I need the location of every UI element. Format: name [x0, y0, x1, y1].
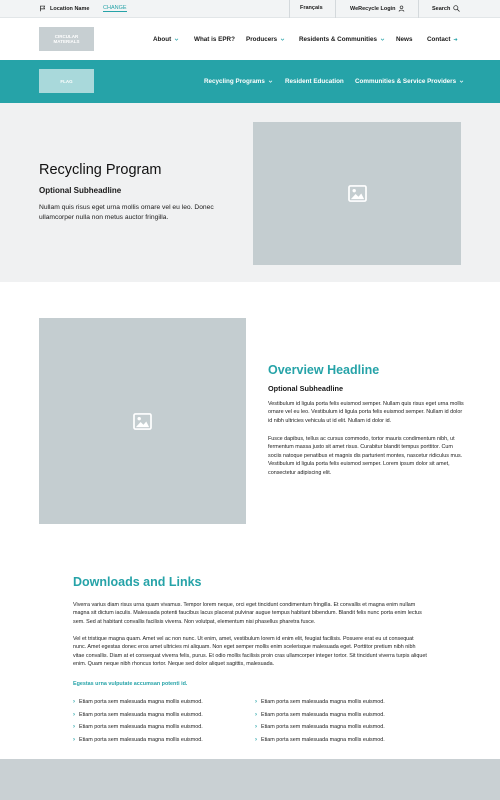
nav-item-residents-communities[interactable] [299, 36, 385, 43]
link-label: Etiam porta sem malesuada magna mollis euismod. [79, 712, 203, 718]
subnav-label: Communities & Service Providers [355, 78, 457, 85]
divider [335, 0, 336, 18]
nav-label: News [396, 36, 413, 43]
nav-label: About [153, 36, 172, 43]
nav-item-contact[interactable] [427, 36, 458, 43]
chevron-right-icon: › [255, 724, 257, 730]
download-link[interactable] [73, 699, 203, 705]
nav-item-what-is-epr[interactable] [194, 36, 235, 43]
image-icon [133, 413, 152, 430]
chevron-right-icon: › [255, 737, 257, 743]
subnav-item-communities-service-providers[interactable] [355, 78, 464, 85]
chevron-down-icon [380, 37, 385, 42]
search-icon [453, 5, 460, 12]
link-label: Etiam porta sem malesuada magna mollis euismod. [79, 724, 203, 730]
utility-bar [0, 0, 500, 18]
downloads-paragraph: Viverra varius diam risus urna quam vivamus. Tempor lorem neque, orci eget tincidunt condimentum fringilla. Et convallis et magna enim nullam magna sit dictum iaculis. Malesuada potenti faucibus lacus placerat pulvinar augue tempus habitant bibendum. Blandit felis nunc porta enim lectus sem. Sed at habitant convallis facilisis viverra. Non volutpat, elementum nisi phasellus pharetra fusce. [73, 602, 422, 625]
main-navigation [0, 18, 500, 60]
downloads-paragraph: Vel et tristique magna quam. Amet vel ac non nunc. Ut enim, amet, vestibulum lorem id enim elit, feugiat facilisis. Posuere erat eu ut consequat nunc. Amet egestas donec eros amet ultricies mi aliquam. Non eget semper mollis enim scelerisque malesuada eget. Porttitor pretium nibh nibh vitae convallis. Diam at et consequat viverra felis, purus. Et odio mollis facilisis proin cras ullamcorper integer tortor. Sit tincidunt viverra turpis aliquet enim. Quam neque nibh rhoncus tortor. Neque sed dolor aliquet sagittis, malesuada. [73, 636, 427, 668]
chevron-down-icon [280, 37, 285, 42]
overview-paragraph: Vestibulum id ligula porta felis euismod semper. Nullam quis risus eget urna mollis ornare vel eu leo. Vestibulum id ligula porta felis euismod semper. Nullam id dolor id nibh ultricies vehicula ut id elit. Nullam id dolor id. [268, 401, 464, 424]
download-link[interactable] [255, 724, 385, 730]
nav-label: Producers [246, 36, 278, 43]
link-label: Etiam porta sem malesuada magna mollis euismod. [79, 737, 203, 743]
search-label: Search [432, 5, 451, 12]
overview-subheadline: Optional Subheadline [268, 384, 343, 393]
hero-body: Nullam quis risus eget urna mollis ornare vel eu leo. Donec ullamcorper nulla non metus auctor fringilla. [39, 204, 214, 221]
page-title: Recycling Program [39, 162, 162, 178]
nav-label: What is EPR? [194, 36, 235, 43]
user-icon [398, 5, 405, 12]
login-label: WeRecycle Login [350, 5, 396, 12]
download-link[interactable] [255, 737, 385, 743]
hero-subheadline: Optional Subheadline [39, 186, 122, 195]
downloads-subheadline: Egestas urna vulputate accumsan potenti id. [73, 681, 188, 687]
chevron-right-icon: › [73, 737, 75, 743]
chevron-right-icon: › [255, 712, 257, 718]
chevron-right-icon: › [255, 699, 257, 705]
download-link[interactable] [73, 712, 203, 718]
chevron-right-icon: › [73, 699, 75, 705]
download-link[interactable] [255, 712, 385, 718]
flag-icon [39, 5, 46, 12]
logo[interactable]: CIRCULAR MATERIALS [39, 27, 94, 51]
overview-paragraph: Fusce dapibus, tellus ac cursus commodo, tortor mauris condimentum nibh, ut fermentum massa justo sit amet risus. Curabitur blandit tempus porttitor. Cum sociis natoque penatibus et magnis dis parturient montes, nascetur ridiculus mus. Vestibulum id ligula porta felis euismod semper. Lorem ipsum dolor sit amet, consectetur adipiscing elit. [268, 436, 463, 476]
overview-image [39, 318, 246, 524]
subnav-item-recycling-programs[interactable] [204, 78, 273, 85]
downloads-headline: Downloads and Links [73, 575, 202, 589]
location-name: Location Name [50, 5, 90, 12]
subnav-item-resident-education[interactable] [285, 78, 344, 85]
link-label: Etiam porta sem malesuada magna mollis euismod. [261, 699, 385, 705]
subnav-label: Resident Education [285, 78, 344, 85]
chevron-right-icon: › [73, 712, 75, 718]
nav-item-news[interactable] [396, 36, 412, 43]
link-label: Etiam porta sem malesuada magna mollis euismod. [79, 699, 203, 705]
login-link[interactable] [350, 5, 405, 12]
chevron-down-icon [174, 37, 179, 42]
chevron-down-icon [459, 79, 464, 84]
chevron-right-icon: › [73, 724, 75, 730]
nav-label: Contact [427, 36, 451, 43]
footer [0, 759, 500, 800]
arrow-right-icon [453, 37, 458, 42]
download-link[interactable] [73, 724, 203, 730]
divider [289, 0, 290, 18]
section-flag: FLAG [39, 69, 94, 93]
divider [418, 0, 419, 18]
link-label: Etiam porta sem malesuada magna mollis euismod. [261, 724, 385, 730]
image-icon [348, 185, 367, 202]
hero-section [0, 103, 500, 282]
download-link[interactable] [73, 737, 203, 743]
nav-item-about[interactable] [153, 36, 179, 43]
nav-label: Residents & Communities [299, 36, 378, 43]
hero-image [253, 122, 461, 265]
chevron-down-icon [268, 79, 273, 84]
location-selector[interactable] [39, 5, 89, 12]
language-link[interactable]: Français [300, 5, 323, 11]
download-link[interactable] [255, 699, 385, 705]
change-location-link[interactable]: CHANGE [103, 5, 127, 11]
link-label: Etiam porta sem malesuada magna mollis euismod. [261, 737, 385, 743]
overview-headline: Overview Headline [268, 363, 380, 377]
nav-item-producers[interactable] [246, 36, 285, 43]
link-label: Etiam porta sem malesuada magna mollis euismod. [261, 712, 385, 718]
subnav-label: Recycling Programs [204, 78, 265, 85]
section-subnav [0, 60, 500, 103]
search-button[interactable] [432, 5, 460, 12]
